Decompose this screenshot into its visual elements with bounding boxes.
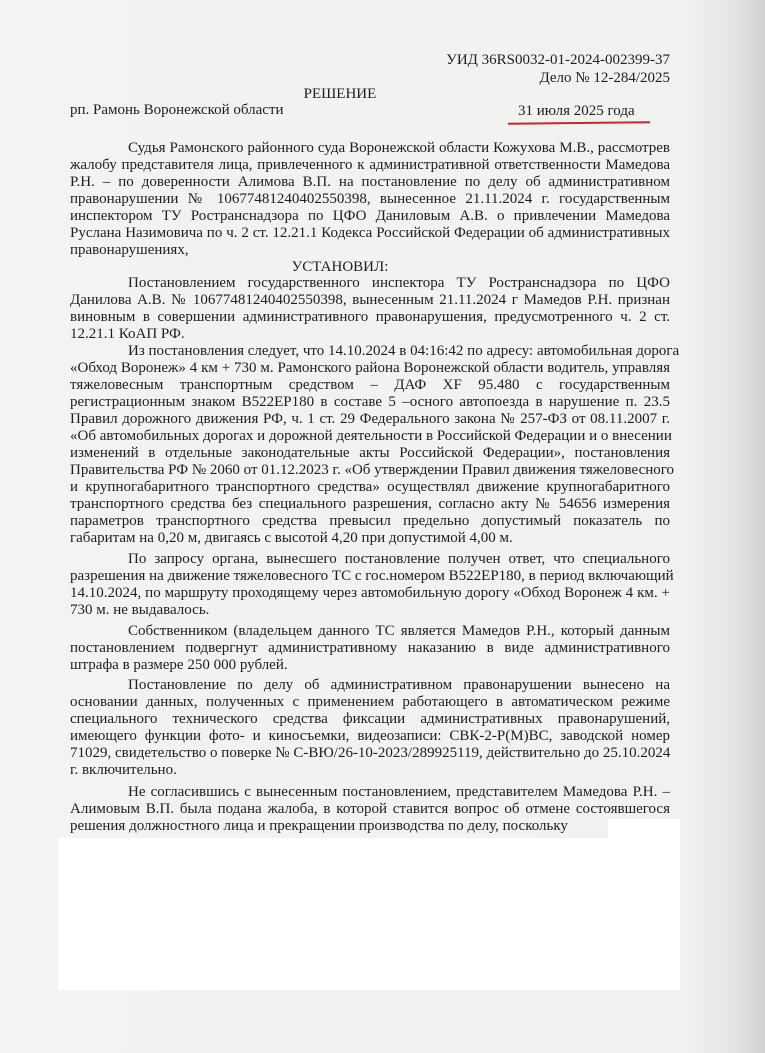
text-line: тяжеловесным транспортным средством – ДАФ XF 95.480 с государственным xyxy=(70,377,670,393)
text-line: виновным в совершении административного правонарушения, предусмотренного ч. 2 ст. xyxy=(70,309,670,325)
text-line: Р.Н. – по доверенности Алимова В.П. на постановление по делу об административном xyxy=(70,174,670,190)
text-line: правонарушениях, xyxy=(70,242,189,258)
text-line: транспортного средства без специального разрешения, согласно акту № 54656 измерения xyxy=(70,496,670,512)
text-line: параметров транспортного средства превысил предельно допустимый показатель по xyxy=(70,513,670,529)
text-line: Постановление по делу об административном правонарушении вынесено на xyxy=(128,677,670,693)
place: рп. Рамонь Воронежской области xyxy=(70,102,284,118)
text-line: УСТАНОВИЛ: xyxy=(291,259,389,275)
text-line: 71029, свидетельство о поверке № С-ВЮ/26-10-2023/289925119, действительно до 25.10.2024 xyxy=(70,745,671,761)
text-line: жалобу представителя лица, привлеченного к административной ответственности Мамедова xyxy=(70,157,670,173)
text-line: 14.10.2024, по маршруту проходящему через автомобильную дорогу «Обход Воронеж 4 км. + xyxy=(70,585,670,601)
text-line: имеющего функции фото- и киносъемки, видеозаписи: СВК-2-Р(М)ВС, заводской номер xyxy=(70,728,670,744)
text-line: Постановлением государственного инспектора ТУ Ространснадзора по ЦФО xyxy=(128,275,670,291)
text-line: штрафа в размере 250 000 рублей. xyxy=(70,657,288,673)
text-line: 12.21.1 КоАП РФ. xyxy=(70,326,185,342)
text-line: основании данных, полученных с применением работающего в автоматическом режиме xyxy=(70,694,670,710)
uid-number: УИД 36RS0032-01-2024-002399-37 xyxy=(446,52,670,68)
text-line: Не согласившись с вынесенным постановлением, представителем Мамедова Р.Н. – xyxy=(128,784,670,800)
text-line: регистрационным знаком В522ЕР180 в составе 5 –осного автопоезда в нарушение п. 23.5 xyxy=(70,394,670,410)
date-underline xyxy=(508,121,650,124)
text-line: Из постановления следует, что 14.10.2024 в 04:16:42 по адресу: автомобильная дорога xyxy=(128,343,680,359)
document-title: РЕШЕНИЕ xyxy=(303,86,377,102)
text-line: Правительства РФ № 2060 от 01.12.2023 г. «Об утверждении Правил движения тяжеловесного xyxy=(70,462,675,478)
text-line: решения должностного лица и прекращении производства по делу, поскольку xyxy=(70,818,568,834)
text-line: постановлением подвергнут административному наказанию в виде административного xyxy=(70,640,670,656)
text-line: инспектором ТУ Ространснадзора по ЦФО Даниловым А.В. о привлечении Мамедова xyxy=(70,208,670,224)
text-line: и крупногабаритного транспортного средства» осуществлял движение крупногабаритного xyxy=(70,479,670,495)
redaction-box xyxy=(608,819,680,839)
text-line: Судья Рамонского районного суда Воронежской области Кожухова М.В., рассмотрев xyxy=(128,140,670,156)
text-line: Данилова А.В. № 10677481240402550398, вынесенным 21.11.2024 г Мамедов Р.Н. признан xyxy=(70,292,670,308)
text-line: изменений в отдельные законодательные акты Российской Федерации», постановления xyxy=(70,445,670,461)
text-line: Правил дорожного движения РФ, ч. 1 ст. 29 Федерального закона № 257-ФЗ от 08.11.2007 г. xyxy=(70,411,670,427)
text-line: 730 м. не выдавалось. xyxy=(70,602,210,618)
case-number: Дело № 12-284/2025 xyxy=(539,70,670,86)
text-line: габаритам на 0,20 м, двигаясь с высотой 4,20 при допустимой 4,00 м. xyxy=(70,530,513,546)
text-line: специального технического средства фиксации административных правонарушений, xyxy=(70,711,670,727)
text-line: «Об автомобильных дорогах и дорожной деятельности в Российской Федерации и о внесении xyxy=(70,428,672,444)
text-line: «Обход Воронеж» 4 км + 730 м. Рамонского района Воронежской области водитель, управляя xyxy=(70,360,670,376)
decision-date: 31 июля 2025 года xyxy=(518,103,635,119)
text-line: Руслана Назимовича по ч. 2 ст. 12.21.1 Кодекса Российской Федерации об административных xyxy=(70,225,670,241)
text-line: Алимовым В.П. была подана жалоба, в которой ставится вопрос об отмене состоявшегося xyxy=(70,801,670,817)
text-line: г. включительно. xyxy=(70,762,177,778)
redaction-box xyxy=(58,838,680,990)
text-line: Собственником (владельцем данного ТС является Мамедов Р.Н., который данным xyxy=(128,623,670,639)
text-line: правонарушении № 10677481240402550398, вынесенное 21.11.2024 г. государственным xyxy=(70,191,670,207)
text-line: По запросу органа, вынесшего постановление получен ответ, что специального xyxy=(128,551,670,567)
text-line: разрешения на движение тяжеловесного ТС с гос.номером В522ЕР180, в период включающий xyxy=(70,568,674,584)
